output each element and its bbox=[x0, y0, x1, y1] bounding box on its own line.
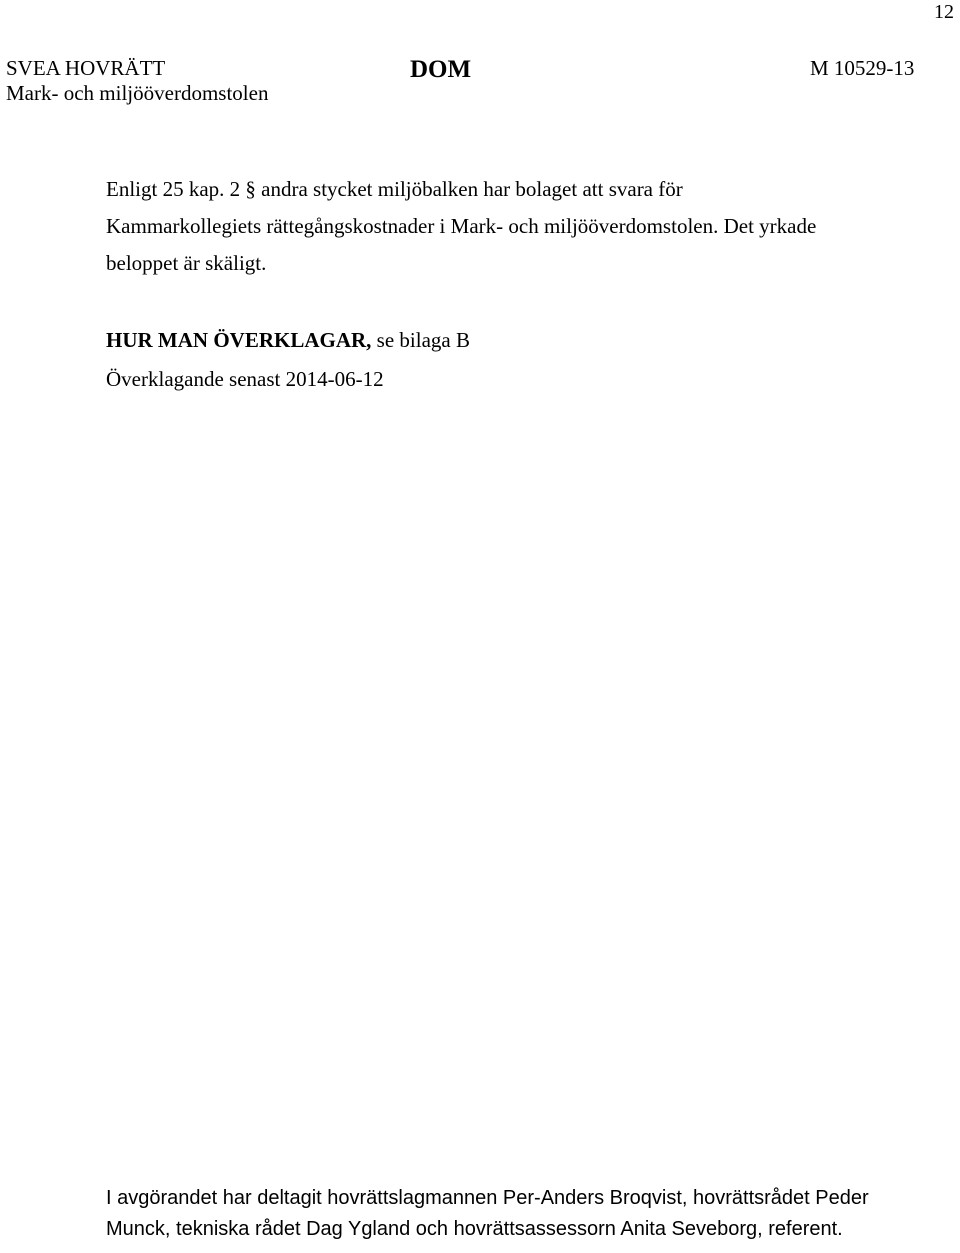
court-name: SVEA HOVRÄTT bbox=[6, 56, 166, 80]
appeal-heading: HUR MAN ÖVERKLAGAR, bbox=[106, 328, 372, 352]
appeal-reference: se bilaga B bbox=[371, 328, 470, 352]
paragraph-line: Enligt 25 kap. 2 § andra stycket miljöbalken har bolaget att svara för bbox=[106, 177, 683, 201]
judges-statement bbox=[106, 1183, 869, 1245]
judges-line: I avgörandet har deltagit hovrättslagmannen Per-Anders Broqvist, hovrättsrådet Peder bbox=[106, 1187, 869, 1209]
paragraph-line: Kammarkollegiets rättegångskostnader i Mark- och miljööverdomstolen. Det yrkade bbox=[106, 214, 817, 238]
paragraph-line: beloppet är skäligt. bbox=[106, 251, 267, 275]
appeal-instructions bbox=[106, 327, 470, 354]
page-number: 12 bbox=[934, 1, 954, 23]
judges-line: Munck, tekniska rådet Dag Ygland och hovrättsassessorn Anita Seveborg, referent. bbox=[106, 1218, 843, 1240]
costs-paragraph bbox=[106, 171, 906, 282]
appeal-deadline: Överklagande senast 2014-06-12 bbox=[106, 367, 384, 391]
case-number: M 10529-13 bbox=[810, 56, 915, 80]
document-type: DOM bbox=[410, 56, 472, 83]
court-division: Mark- och miljööverdomstolen bbox=[6, 81, 269, 105]
